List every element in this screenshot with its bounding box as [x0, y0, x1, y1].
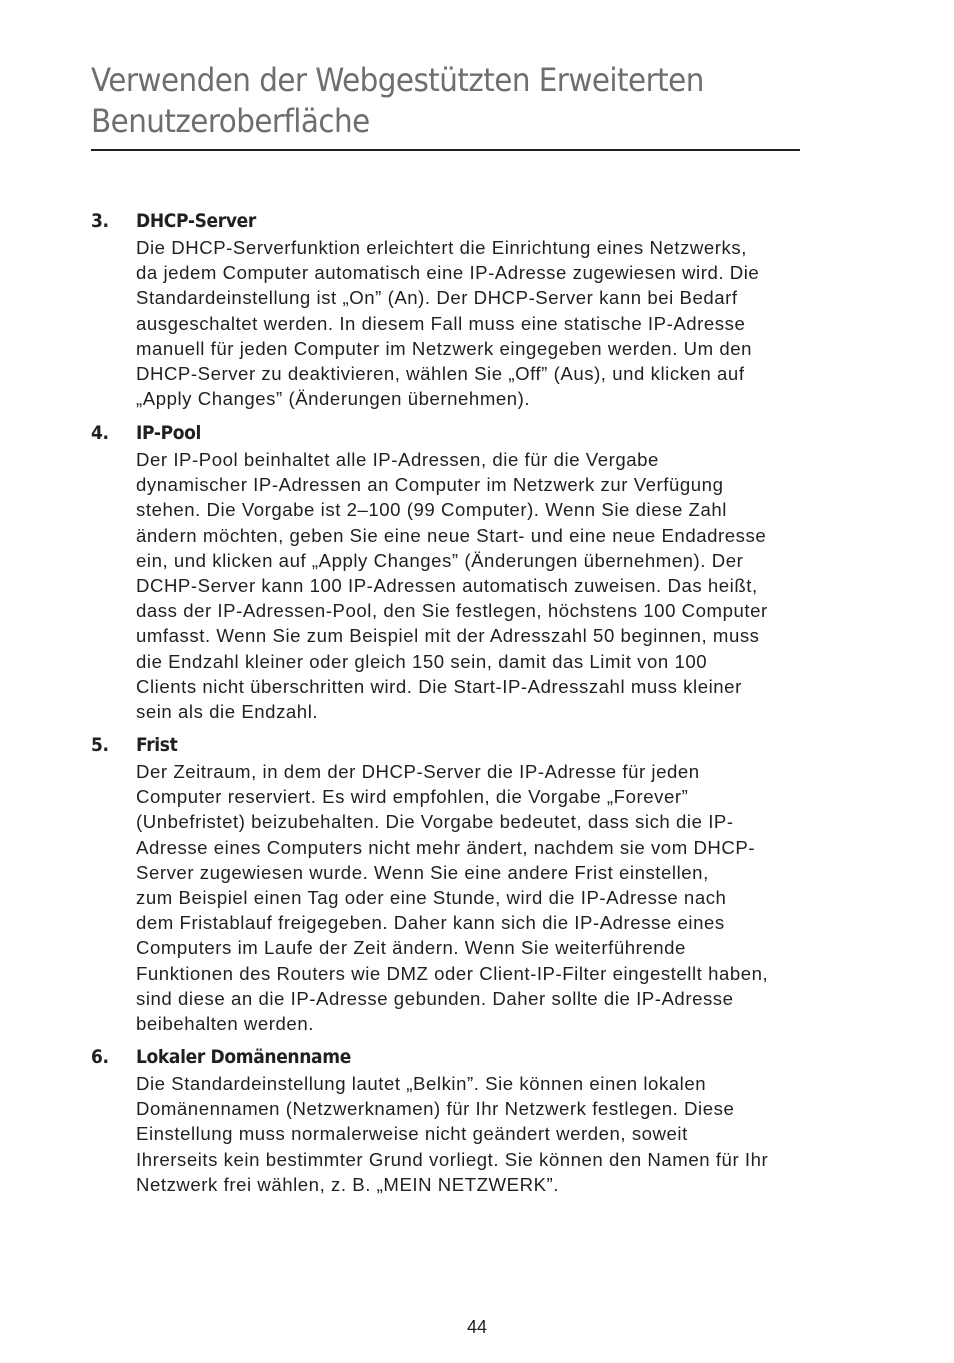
body-text-line: Ihrerseits kein bestimmter Grund vorliegt. Sie können den Namen für Ihr: [136, 1148, 769, 1170]
body-text-line: „Apply Changes” (Änderungen übernehmen).: [136, 388, 531, 410]
body-text-line: Die DHCP-Serverfunktion erleichtert die Einrichtung eines Netzwerks,: [136, 237, 747, 258]
body-text-line: beibehalten werden.: [136, 1013, 314, 1035]
body-text-line: manuell für jeden Computer im Netzwerk eingegeben werden. Um den: [136, 337, 753, 359]
section-body: [136, 759, 768, 1036]
body-text-line: die Endzahl kleiner oder gleich 150 sein, damit das Limit von 100: [136, 650, 708, 672]
body-text-line: Netzwerk frei wählen, z. B. „MEIN NETZWERK”.: [136, 1173, 559, 1195]
section-heading: IP-Pool: [136, 422, 202, 444]
page-title-line-2: Benutzeroberfläche: [91, 102, 370, 140]
body-text-line: ändern möchten, geben Sie eine neue Start- und eine neue Endadresse: [136, 524, 767, 546]
section-heading: DHCP-Server: [136, 210, 256, 232]
title-divider: [91, 149, 800, 151]
body-text-line: Funktionen des Routers wie DMZ oder Client-IP-Filter eingestellt haben,: [136, 962, 769, 984]
body-text-line: Adresse eines Computers nicht mehr ändert, nachdem sie vom DHCP-: [136, 836, 756, 858]
section-number: 5.: [91, 734, 109, 756]
page-title: [91, 60, 753, 142]
section-body: [136, 235, 759, 411]
section-number: 4.: [91, 422, 109, 444]
body-text-line: dem Fristablauf freigegeben. Daher kann sich die IP-Adresse eines: [136, 912, 725, 934]
body-text-line: dass der IP-Adressen-Pool, den Sie festlegen, höchstens 100 Computer: [136, 600, 768, 622]
body-text-line: sein als die Endzahl.: [136, 701, 319, 723]
body-text-line: zum Beispiel einen Tag oder eine Stunde, wird die IP-Adresse nach: [136, 887, 727, 909]
body-text-line: (Unbefristet) beizubehalten. Die Vorgabe bedeutet, dass sich die IP-: [136, 811, 734, 833]
body-text-line: stehen. Die Vorgabe ist 2–100 (99 Computer). Wenn Sie diese Zahl: [136, 499, 727, 521]
body-text-line: sind diese an die IP-Adresse gebunden. Daher sollte die IP-Adresse: [136, 987, 734, 1009]
body-text-line: Computer reserviert. Es wird empfohlen, die Vorgabe „Forever”: [136, 786, 689, 808]
section-number: 3.: [91, 210, 109, 232]
body-text-line: Der Zeitraum, in dem der DHCP-Server die IP-Adresse für jeden: [136, 761, 700, 782]
body-text-line: ein, und klicken auf „Apply Changes” (Änderungen übernehmen). Der: [136, 549, 744, 571]
body-text-line: DCHP-Server kann 100 IP-Adressen automatisch zuweisen. Das heißt,: [136, 575, 758, 597]
body-text-line: Server zugewiesen wurde. Wenn Sie eine andere Frist einstellen,: [136, 861, 709, 883]
section-body: [136, 1071, 768, 1197]
body-text-line: Der IP-Pool beinhaltet alle IP-Adressen, die für die Vergabe: [136, 449, 659, 470]
body-text-line: ausgeschaltet werden. In diesem Fall muss eine statische IP-Adresse: [136, 312, 746, 334]
body-text-line: dynamischer IP-Adressen an Computer im Netzwerk zur Verfügung: [136, 474, 724, 496]
page-title-line-1: Verwenden der Webgestützten Erweiterten: [91, 61, 704, 99]
body-text-line: Clients nicht überschritten wird. Die Start-IP-Adresszahl muss kleiner: [136, 675, 742, 697]
page-number: 44: [466, 1317, 488, 1337]
body-text-line: Einstellung muss normalerweise nicht geändert werden, soweit: [136, 1123, 688, 1145]
body-text-line: Computers im Laufe der Zeit ändern. Wenn Sie weiterführende: [136, 937, 686, 959]
body-text-line: Standardeinstellung ist „On” (An). Der DHCP-Server kann bei Bedarf: [136, 287, 738, 309]
section-heading: Lokaler Domänenname: [136, 1046, 351, 1068]
body-text-line: DHCP-Server zu deaktivieren, wählen Sie „Off” (Aus), und klicken auf: [136, 363, 745, 385]
section-body: [136, 447, 768, 724]
section-heading: Frist: [136, 734, 178, 756]
body-text-line: Domänennamen (Netzwerknamen) für Ihr Netzwerk festlegen. Diese: [136, 1098, 735, 1120]
section-number: 6.: [91, 1046, 109, 1068]
body-text-line: Die Standardeinstellung lautet „Belkin”. Sie können einen lokalen: [136, 1073, 707, 1094]
body-text-line: umfasst. Wenn Sie zum Beispiel mit der Adresszahl 50 beginnen, muss: [136, 625, 760, 647]
body-text-line: da jedem Computer automatisch eine IP-Adresse zugewiesen wird. Die: [136, 262, 760, 284]
